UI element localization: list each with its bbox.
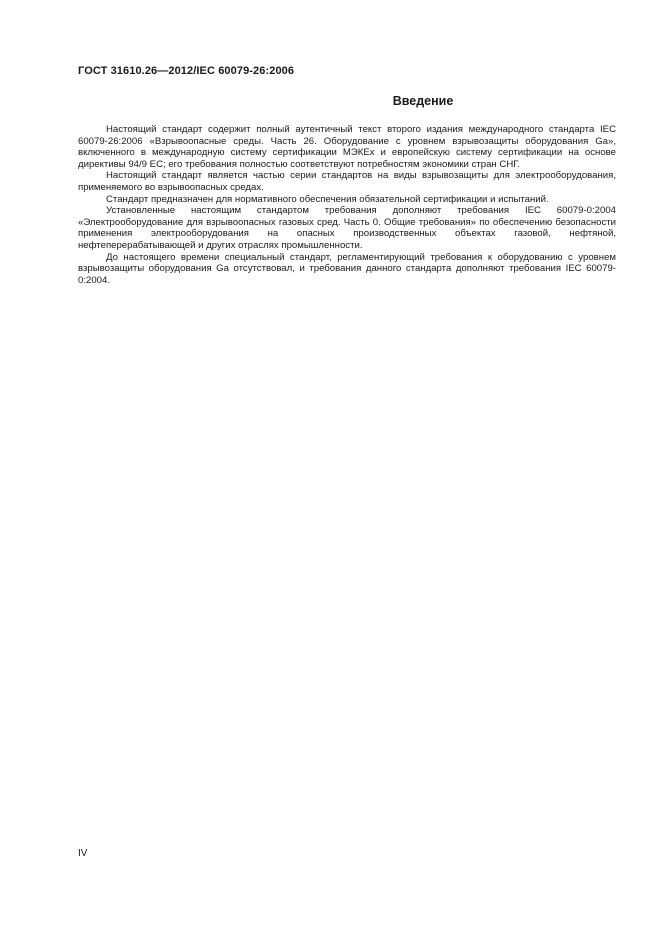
paragraph-5: До настоящего времени специальный стандарт, регламентирующий требования к оборудованию с уровнем взрывозащиты оборудования Ga отсутствовал, и требования данного стандарта дополняют требования IEC 60079-0:2004. bbox=[78, 251, 616, 286]
page-number: IV bbox=[78, 848, 88, 859]
paragraph-2: Настоящий стандарт является частью серии стандартов на виды взрывозащиты для электрооборудования, применяемого во взрывоопасных средах. bbox=[78, 170, 616, 193]
section-title: Введение bbox=[392, 94, 454, 108]
section-title-container bbox=[78, 94, 616, 108]
paragraph-3: Стандарт предназначен для нормативного обеспечения обязательной сертификации и испытаний. bbox=[106, 193, 549, 205]
paragraph-1: Настоящий стандарт содержит полный аутентичный текст второго издания международного стандарта IEC 60079-26:2006 «Взрывоопасные среды. Часть 26. Оборудование с уровнем взрывозащиты оборудования Ga», включенного в международную систему сертификации МЭКЕх и европейскую систему сертификации на основе директивы 94/9 ЕС; его требования полностью соответствуют потребностям экономики стран СНГ. bbox=[78, 124, 616, 170]
standard-code-header: ГОСТ 31610.26—2012/IEC 60079-26:2006 bbox=[78, 65, 295, 77]
introduction-body bbox=[78, 124, 616, 286]
paragraph-4: Установленные настоящим стандартом требования дополняют требования IEC 60079-0:2004 «Электрооборудование для взрывоопасных газовых сред. Часть 0. Общие требования» по обеспечению безопасности применения электрооборудования на опасных производственных объектах газовой, нефтяной, нефтеперерабатывающей и других отраслях промышленности. bbox=[78, 205, 616, 251]
